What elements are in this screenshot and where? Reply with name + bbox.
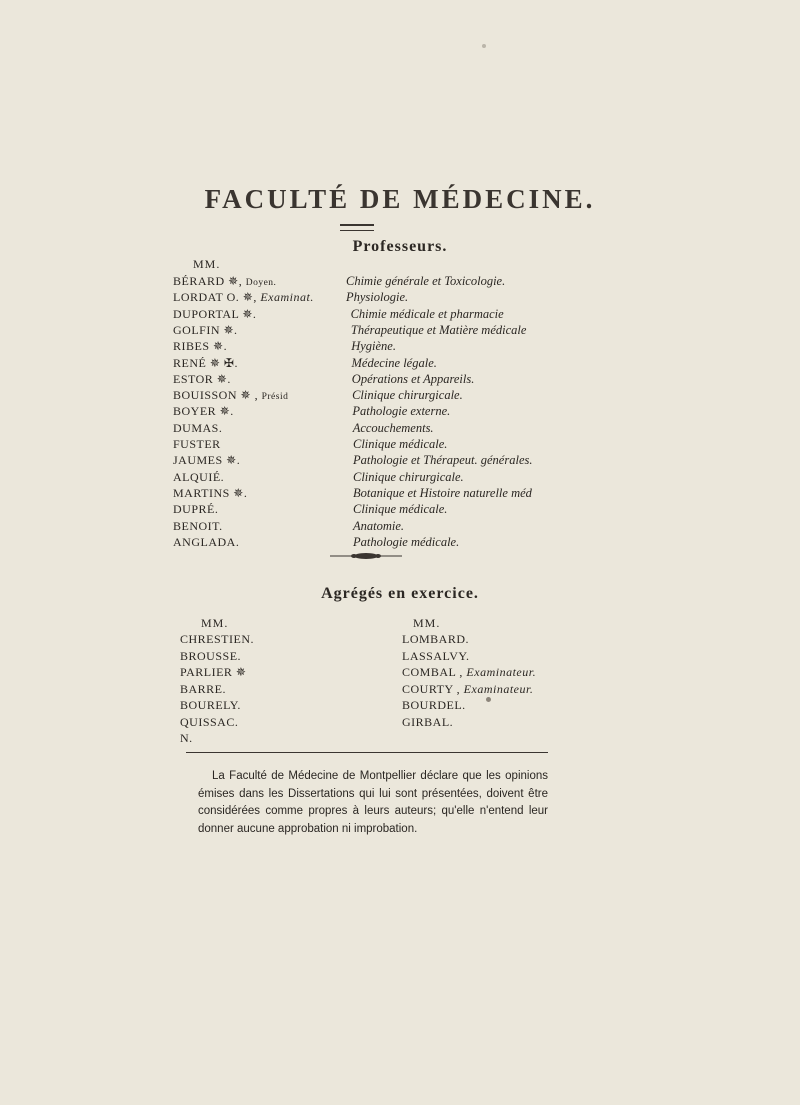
professor-name-text: RIBES ✵. xyxy=(173,339,228,354)
professor-role: Examinat. xyxy=(260,290,314,305)
agrege-name: COMBAL , xyxy=(402,665,467,679)
professor-subject: Pathologie médicale. xyxy=(353,534,460,549)
professor-name xyxy=(173,356,238,371)
agrege-name: BROUSSE. xyxy=(180,648,242,663)
agrege-item xyxy=(402,698,536,715)
professor-subject: Anatomie. xyxy=(353,518,405,533)
agrege-name: BARRE. xyxy=(180,681,227,696)
professor-row xyxy=(173,323,573,340)
agreges-right-list xyxy=(402,632,536,731)
agrege-name: CHRESTIEN. xyxy=(180,632,254,646)
professor-name-text: BOYER ✵. xyxy=(173,404,234,419)
professor-subject: Physiologie. xyxy=(346,290,409,305)
professor-row xyxy=(173,486,573,503)
professor-row xyxy=(173,470,573,487)
professor-subject: Clinique chirurgicale. xyxy=(353,469,464,484)
agrege-name: LOMBARD. xyxy=(402,632,470,646)
professor-name xyxy=(173,486,247,501)
professor-subject: Opérations et Appareils. xyxy=(351,371,475,386)
professor-name-text: DUMAS. xyxy=(173,420,223,435)
professors-mm: MM. xyxy=(193,257,221,271)
professor-name xyxy=(173,421,222,436)
professor-subject: Thérapeutique et Matière médicale xyxy=(350,322,527,337)
professor-row xyxy=(173,356,573,373)
agrege-name: QUISSAC. xyxy=(180,714,239,729)
professor-subject: Médecine légale. xyxy=(351,355,437,370)
professor-name xyxy=(173,323,238,338)
agrege-item xyxy=(180,715,254,732)
agreges-mm-left: MM. xyxy=(201,616,229,630)
professor-name-text: DUPRÉ. xyxy=(173,502,219,517)
agrege-name: LASSALVY. xyxy=(402,648,470,663)
professor-row xyxy=(173,502,573,519)
ornament-divider xyxy=(330,552,402,560)
professor-name xyxy=(173,339,227,354)
professor-name xyxy=(173,502,218,517)
professor-subject: Botanique et Histoire naturelle méd xyxy=(353,485,532,500)
professor-row xyxy=(173,372,573,389)
agrege-role: Examinateur. xyxy=(463,681,534,696)
title-rule xyxy=(340,224,374,231)
agrege-item xyxy=(180,682,254,699)
faculty-disclaimer xyxy=(198,768,548,838)
professor-name-text: JAUMES ✵. xyxy=(173,453,241,468)
agrege-item xyxy=(402,665,536,682)
professor-subject: Accouchements. xyxy=(352,420,434,435)
professor-row xyxy=(173,535,573,552)
professor-row xyxy=(173,290,573,307)
professor-role: Doyen. xyxy=(245,278,277,288)
professor-name xyxy=(173,519,223,534)
agrege-item xyxy=(180,698,254,715)
professor-name xyxy=(173,307,256,322)
agrege-name: N. xyxy=(180,731,193,745)
professor-subject: Hygiène. xyxy=(351,339,396,354)
agrege-item xyxy=(180,731,254,748)
professor-name-text: BÉRARD ✵, xyxy=(173,274,246,288)
professor-row xyxy=(173,453,573,470)
agrege-item xyxy=(402,715,536,732)
professor-name xyxy=(173,274,276,289)
professor-name xyxy=(173,535,239,550)
agreges-mm-right: MM. xyxy=(413,616,441,630)
agrege-name: BOURELY. xyxy=(180,698,241,712)
agrege-name: COURTY , xyxy=(402,681,464,696)
professor-role: Présid xyxy=(261,392,289,403)
professor-name-text: RENÉ ✵ ✠. xyxy=(173,355,238,370)
professor-name-text: DUPORTAL ✵. xyxy=(173,306,257,321)
professor-name xyxy=(173,470,224,485)
agrege-item xyxy=(402,649,536,666)
professor-row xyxy=(173,388,573,405)
professor-row xyxy=(173,339,573,356)
agreges-heading: Agrégés en exercice. xyxy=(321,585,479,602)
agreges-left-list xyxy=(180,632,254,748)
professor-name-text: GOLFIN ✵. xyxy=(173,322,238,337)
bottom-rule xyxy=(186,752,548,753)
professor-name-text: MARTINS ✵. xyxy=(173,485,248,500)
professor-row xyxy=(173,404,573,421)
professor-name xyxy=(173,372,231,387)
professor-row xyxy=(173,307,573,324)
agrege-name: BOURDEL. xyxy=(402,698,466,712)
professor-name-text: ANGLADA. xyxy=(173,534,240,549)
agrege-item xyxy=(402,682,536,699)
professor-row xyxy=(173,274,573,291)
ink-spot xyxy=(486,697,491,702)
professor-name-text: LORDAT O. ✵, xyxy=(173,290,261,305)
agrege-item xyxy=(402,632,536,649)
agrege-name: GIRBAL. xyxy=(402,714,454,729)
agrege-item xyxy=(180,649,254,666)
professor-subject: Pathologie externe. xyxy=(352,404,451,419)
professor-name-text: BENOIT. xyxy=(173,518,223,533)
professor-name-text: FUSTER xyxy=(173,437,221,451)
agrege-item xyxy=(180,665,254,682)
professor-name-text: ALQUIÉ. xyxy=(173,469,225,484)
ink-spot xyxy=(482,44,486,48)
professor-row xyxy=(173,437,573,454)
professor-name xyxy=(173,437,221,452)
professor-name xyxy=(173,290,314,305)
professor-subject: Chimie médicale et pharmacie xyxy=(350,306,504,321)
professor-subject: Pathologie et Thérapeut. générales. xyxy=(353,453,533,468)
professor-name-text: BOUISSON ✵ , xyxy=(173,388,262,403)
professor-name-text: ESTOR ✵. xyxy=(173,371,231,386)
professor-name xyxy=(173,404,234,419)
professor-name xyxy=(173,453,240,468)
professor-name xyxy=(173,388,288,403)
professor-subject: Clinique médicale. xyxy=(353,437,448,451)
professors-heading: Professeurs. xyxy=(352,238,448,255)
agrege-role: Examinateur. xyxy=(466,665,537,679)
professor-row xyxy=(173,519,573,536)
professor-subject: Clinique chirurgicale. xyxy=(352,388,463,403)
page-title: FACULTÉ DE MÉDECINE. xyxy=(204,184,596,214)
professor-row xyxy=(173,421,573,438)
agrege-name: PARLIER ✵ xyxy=(180,665,247,679)
agrege-item xyxy=(180,632,254,649)
professor-subject: Clinique médicale. xyxy=(353,502,448,517)
professor-subject: Chimie générale et Toxicologie. xyxy=(346,274,506,288)
disclaimer-text: La Faculté de Médecine de Montpellier déclare que les opinions émises dans les Dissertations qui lui sont présentées, doivent être considérées comme propres à leurs auteurs; qu'elle n'entend leur donner aucune approbation ni improbation. xyxy=(198,770,548,835)
